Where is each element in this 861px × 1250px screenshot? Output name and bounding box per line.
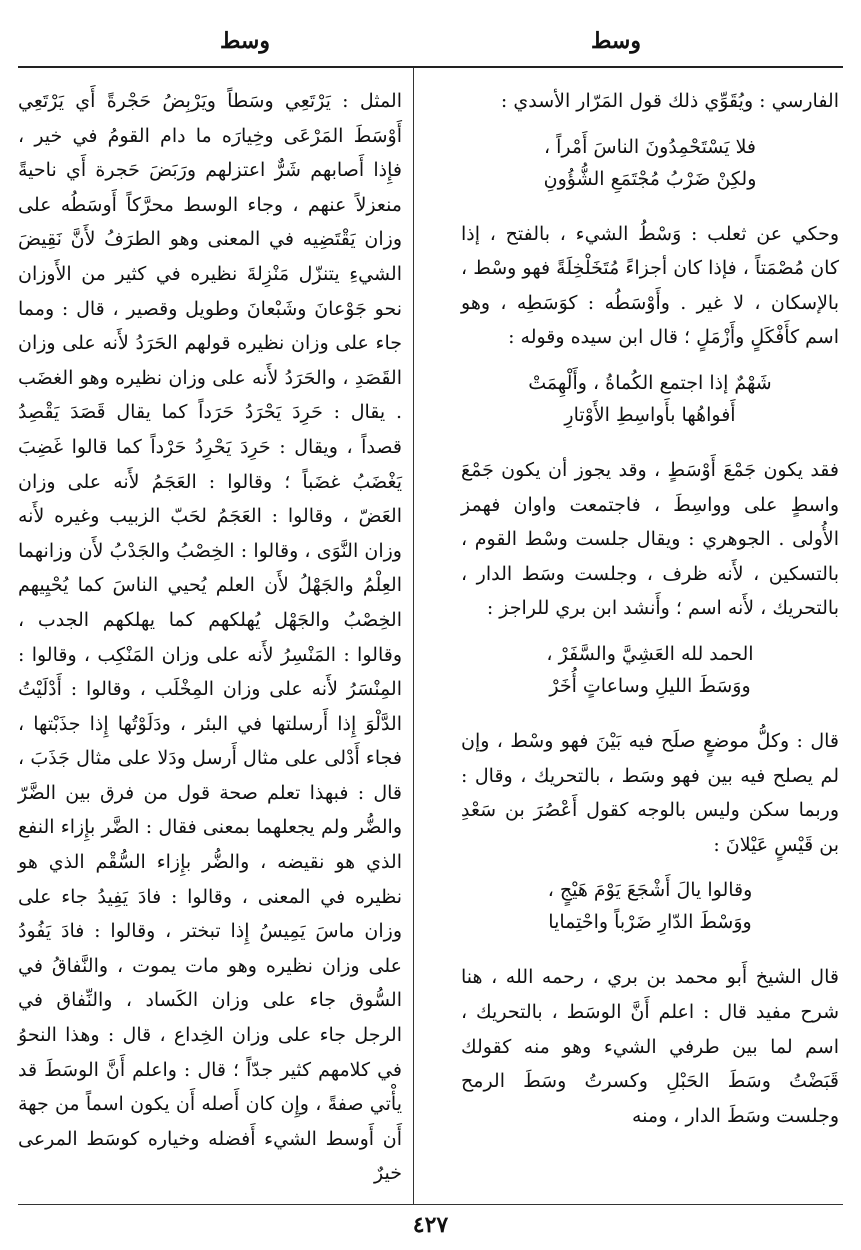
poem-line: شَهْمٌ إذا اجتمع الكُماةُ ، وأَلْهِمَتْ [528, 371, 772, 394]
poem-verse-2 [461, 367, 839, 431]
poem-line: ولكِنْ ضَرْبُ مُجْتَمَعِ الشُّؤُونِ [543, 167, 757, 190]
paragraph: قال : وكلُّ موضعٍ صلَح فيه بَيْنَ فهو وسْط ، وإن لم يصلح فيه بين فهو وسَط ، بالتحريك ، وقال : وربما سكن وليس بالوجه كقول أَعْصُرَ بن سَعْدِ بن قَيْسٍ عَيْلانَ : [461, 729, 839, 856]
paragraph: وحكي عن ثعلب : وَسْطُ الشيء ، بالفتح ، إذا كان مُصْمَتاً ، فإذا كان أجزاءً مُتَخَلْخِلَةً فهو وسْط ، بالإسكان ، لا غير . وأَوْسَطُه : كوَسَطِه ، وهو اسم كأَفْكَلٍ وأَزْمَلٍ ؛ قال ابن سيده وقوله : [461, 222, 839, 349]
poem-line: ووَسْطَ الدّارِ ضَرْباً واحْتِمايا [548, 911, 752, 934]
right-intro-text: الفارسي : ويُقَوِّي ذلك قول المَرّار الأسدي : [500, 90, 839, 112]
header-word-right: وسط [591, 28, 641, 54]
paragraph: قال الشيخ أَبو محمد بن بري ، رحمه الله ، هنا شرح مفيد قال : اعلم أَنَّ الوسَط ، بالتحريك ، اسم لما بين طرفي الشيء وهو منه كقولك قَبَضْتُ وسَطَ الحَبْلِ وكسرتُ وسَطَ الرمح وجلست وسَطَ الدار ، ومنه [461, 966, 839, 1127]
header-word-left: وسط [220, 28, 270, 54]
poem-verse-4 [461, 874, 839, 938]
poem-line: أَفواهُها بأَواسِطِ الأَوْتارِ [564, 403, 736, 426]
poem-line: وقالوا يالَ أَشْجَعَ يَوْمَ هَيْجٍ ، [547, 879, 753, 902]
column-divider [413, 68, 414, 1204]
poem-line: الحمد لله العَشِيَّ والسَّفَرْ ، [546, 642, 754, 665]
footer-rule [18, 1204, 843, 1205]
paragraph: فقد يكون جَمْعَ أَوْسَطٍ ، وقد يجوز أن يكون جَمْعَ واسطٍ على وواسِطَ ، فاجتمعت واوان فهمز الأُولى . الجوهري : ويقال جلست وسْط القوم ، بالتسكين ، لأَنه ظرف ، وجلست وسَط الدار ، بالتحريك ، لأَنه اسم ؛ وأَنشد ابن بري للراجز : [461, 458, 839, 620]
poem-line: فلا يَسْتَحْمِدُونَ الناسَ أَمْراً ، [543, 135, 757, 158]
page-number: ٤٢٧ [412, 1212, 449, 1238]
left-column [18, 84, 402, 1191]
page-header [20, 22, 841, 62]
right-column [461, 84, 839, 1133]
left-column-text: المثل : يَرْتَعِي وسَطاً ويَرْبِضُ حَجْرةً أَي يَرْتَعِي أَوْسَطَ المَرْعَى وخِيارَه ما دام القومُ في خير ، فإِذا أَصابهم شَرٌّ اعتزلهم ورَبَضَ حَجرة أَي ناحيةً منعزلاً عنهم ، وجاء الوسط محرَّكاً أَوسَطُه على وزان يَقْتَضِيه في المعنى وهو الطرَفُ لأَنَّ نَقِيضَ الشيءِ يتنزّل مَنْزِلةَ نظيره في كثير من الأَوزان نحو جَوْعانَ وشَبْعانَ وطويل وقصير ، قال : ومما جاء على وزان نظيره قولهم الحَرَدُ لأَنه على وزان القَصَدِ ، والحَرَدُ لأَنه على وزان نظيره وهو الغضَب . يقال : حَرِدَ يَحْرَدُ حَرَداً كما يقال قَصَدَ يَقْصِدُ قصداً ، ويقال : حَرِدَ يَحْرِدُ حَرْداً كما قالوا غَضِبَ يَغْضَبُ غضَباً ؛ وقالوا : العَجَمُ لأَنه على وزان العَضّ ، وقالوا : العَجَمُ لحَبّ الزبيب وغيره لأَنه وزان النَّوَى ، وقالوا : الخِصْبُ والجَدْبُ لأَن وزانهما العِلْمُ والجَهْلُ لأَن العلم يُحيي الناسَ كما يُحْيِيهم الخِصْبُ والجَهْل يُهلكهم كما يهلكهم الجدب ، وقالوا : المَنْسِرُ لأَنه على وزان المَنْكِب ، وقالوا : المِنْسَرُ لأَنه على وزان المِخْلَب ، وقالوا : أَدْلَيْتُ الدَّلْوَ إِذا أَرسلتها في البئر ، ودَلَوْتُها إِذا جذَبْتها ، فجاء أَدْلى على مثال أَرسل ودَلا على مثال جَذَبَ ، قال : فبهذا تعلم صحة قول من فرق بين الضَّرّ والضُّر ولم يجعلهما بمعنى فقال : الضَّر بإِزاء النفع الذي هو نقيضه ، والضُّر بإِزاء السُّقْم الذي هو نظيره في المعنى ، وقالوا : فادَ يَفِيدُ جاء على وزان ماسَ يَمِيسُ إِذا تبختر ، وقالوا : فادَ يَفُودُ على وزان نظيره وهو مات يموت ، والنَّفاقُ في السُّوق جاء على وزان الكَساد ، والنِّفاق في الرجل جاء على وزان الخِداع ، قال : وهذا النحوُ في كلامهم كثير جدّاً ؛ قال : واعلم أَنَّ الوسَطَ قد يأْتي صفةً ، وإِن كان أَصله أَن يكون اسماً من جهة أَن أَوسط الشيء أَفضله وخياره كوسَط المرعى خيرٌ [18, 90, 402, 1185]
poem-line: ووَسَطَ الليلِ وساعاتٍ أُخَرْ [549, 674, 751, 697]
header-rule [18, 66, 843, 68]
poem-verse-1 [461, 131, 839, 195]
poem-verse-3 [461, 638, 839, 702]
